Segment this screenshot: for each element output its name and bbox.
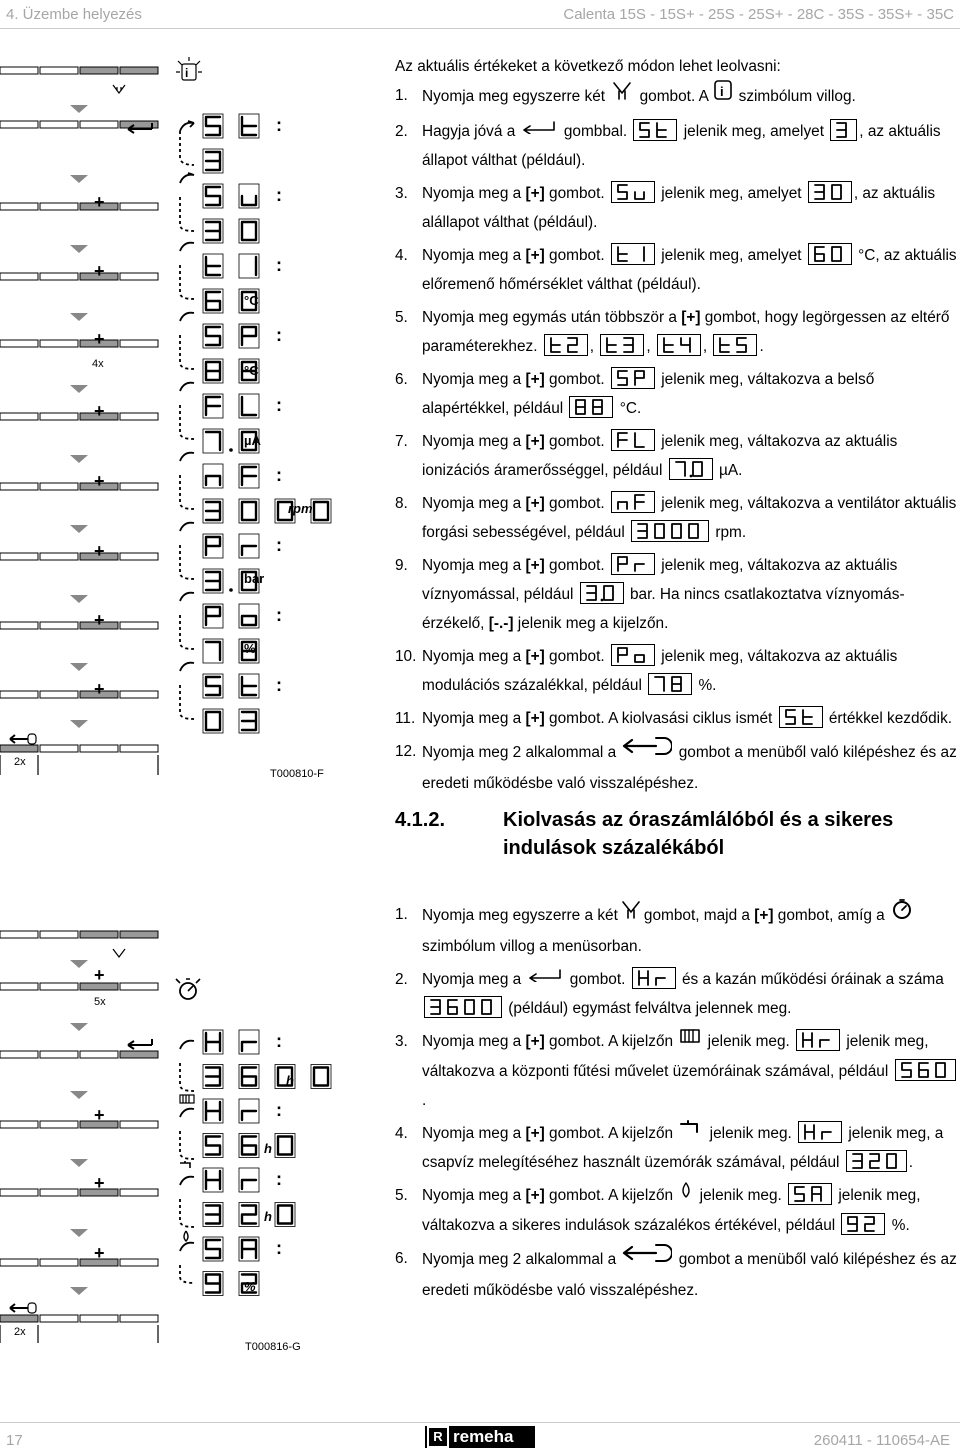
lcd-glyphs [799,1030,837,1050]
lcd-digit [607,338,616,352]
lcd-digit [206,327,220,345]
flame-icon [679,1180,693,1209]
lcd-digit [672,524,681,538]
list-item: 3. Nyomja meg a [+] gombot. A kijelzőn jelenik meg. jelenik meg, váltakozva a központi fűtési művelet üzemóráinak számával, például . [395,1027,960,1114]
lcd-digit [656,978,665,985]
lcd-digit [618,502,627,509]
lcd-digit [576,400,585,414]
lcd-digit [242,1240,256,1258]
lcd-digit [815,247,824,261]
back-icon [10,1303,36,1313]
lcd-digit [618,247,627,261]
lcd-glyphs [672,459,710,479]
lcd-colon: : [276,675,282,695]
procedure-diagram-2-svg [0,925,380,1355]
list-item: 1. Nyomja meg egyszerre a két gombot, majd a [+] gombot, amíg a szimbólum villog a menüsorban. [395,900,960,961]
unit-bar: bar [244,571,265,586]
lcd-inline [631,520,709,542]
lcd-digit [206,117,220,135]
lcd-digit [242,677,256,695]
lcd-digit [242,1111,256,1120]
lcd-inline [632,967,676,989]
button-bars-2 [0,931,158,1322]
lcd-digit [206,712,220,730]
lcd-inline [779,706,823,728]
unit-microampere: µA [244,433,261,448]
lcd-digit [206,1171,220,1189]
lcd-digit [206,397,220,415]
page-number: 17 [6,1432,23,1449]
lcd-glyphs [833,120,854,140]
lcd-digit [635,192,644,199]
lcd-digit [593,400,602,414]
brand-logo: R remeha [425,1426,535,1448]
svg-text:+: + [94,1243,105,1263]
lcd-colon: : [276,255,282,275]
svg-text:+: + [94,679,105,699]
svg-text:i: i [185,66,189,80]
procedure-diagram-2 [0,925,380,1355]
lcd-colon: : [276,325,282,345]
lcd-colon: : [276,1100,282,1120]
figure-code-1: T000810-F [270,768,324,780]
lcd-digit [587,586,596,600]
lcd-digit [655,524,664,538]
lcd-inline [611,243,655,265]
lcd-colon: : [276,465,282,485]
lcd-digit [448,1000,457,1014]
back-icon [10,734,36,744]
lcd-digit [887,1154,896,1168]
svg-text:+: + [94,1173,105,1193]
unit-hours: h [286,1073,294,1088]
plus-labels-1 [94,192,105,699]
lcd-digit [618,371,627,385]
chapter-header: 4. Üzembe helyezés [6,6,142,23]
procedure-diagram-1-svg [0,55,380,785]
svg-text:i: i [720,84,724,99]
lcd-digit [853,1154,862,1168]
multiplier-5x: 5x [94,996,106,1008]
lcd-digit [815,185,824,199]
lcd-digit [837,123,846,137]
lcd-colon: : [276,185,282,205]
lcd-glyphs [811,182,849,202]
lcd-glyphs [844,1214,882,1234]
clock-icon [176,979,200,999]
lcd-digit [206,362,220,380]
lcd-digit [870,1154,879,1168]
svg-text:+: + [94,471,105,491]
procedure-diagram-1 [0,55,380,785]
lcd-digit [206,1068,220,1086]
lcd-digit [206,292,220,310]
list-item: 7. Nyomja meg a [+] gombot. jelenik meg, váltakozva az aktuális ionizációs áramerősséggel, például µA. [395,427,960,485]
document-code: 260411 - 110654-AE [813,1432,950,1449]
lcd-digit [640,123,649,137]
lcd-inline [600,334,644,356]
lcd-digit [431,1000,440,1014]
lcd-digit [803,710,812,724]
lcd-digit [624,338,633,352]
lcd-digit [635,433,644,447]
svg-text:+: + [94,192,105,212]
lcd-digit [676,462,685,476]
lcd-glyphs [801,1122,839,1142]
figure-code-2: T000816-G [245,1341,301,1353]
lcd-digit [865,1217,874,1231]
multiplier-2x: 2x [14,756,26,768]
lcd-dot [600,599,603,602]
lcd-digit [206,537,220,555]
lcd-colon: : [276,1169,282,1189]
lcd-glyphs [635,968,673,988]
lcd-glyphs [811,244,849,264]
lcd-glyphs [614,430,652,450]
lcd-colon: : [276,115,282,135]
lcd-digit [655,677,664,691]
lcd-colon: : [276,535,282,555]
svg-text:+: + [94,329,105,349]
lcd-digit [812,1187,821,1201]
lcd-digit [206,476,220,485]
list-item: 11. Nyomja meg a [+] gombot. A kiolvasási ciklus ismét értékkel kezdődik. [395,704,960,733]
lcd-glyphs [849,1151,904,1171]
lcd-inline [611,367,655,389]
lcd-glyphs [614,368,652,388]
lcd-digit [822,1132,831,1139]
lcd-inline [788,1183,832,1205]
lcd-digit [795,1187,804,1201]
svg-text:+: + [94,1105,105,1125]
lcd-inline [611,429,655,451]
lcd-digit [568,338,577,352]
lcd-digit [618,648,627,662]
lcd-digit [672,677,681,691]
lcd-digit [551,338,560,352]
lcd-inline [648,673,692,695]
lcd-digit [206,1206,220,1224]
lcd-digit [206,1240,220,1258]
lcd-glyphs [583,583,621,603]
lcd-digit [206,677,220,695]
lcd-colon: : [276,605,282,625]
lcd-digit [805,1125,814,1139]
lcd-digit [242,502,256,520]
radiator-icon [679,1026,701,1055]
lcd-digit [618,557,627,571]
lcd-inline [657,334,701,356]
svg-text:+: + [94,261,105,281]
lcd-inline [424,996,502,1018]
lcd-digit [664,338,673,352]
lcd-colon: : [276,1238,282,1258]
lcd-digit [242,1137,256,1155]
lcd-glyphs [614,244,652,264]
lcd-digit [278,1206,292,1224]
list-item: 1. Nyomja meg egyszerre két gombot. A i szimbólum villog. [395,81,960,113]
lcd-inline [713,334,757,356]
lcd-dot [229,588,233,592]
model-header: Calenta 15S - 15S+ - 25S - 25S+ - 28C - 35S - 35S+ - 35C [563,6,954,23]
lcd-digit [639,971,648,985]
lcd-digit [919,1063,928,1077]
lcd-digit [278,1137,292,1155]
lcd-inline [633,119,677,141]
lcd-digit [737,338,746,352]
lcd-digit [635,371,644,385]
info-icon [714,79,732,111]
lcd-colon: : [276,395,282,415]
lcd-digit [206,222,220,240]
lcd-inline [841,1213,885,1235]
flame-icon [184,1231,188,1241]
lcd-inline [669,458,713,480]
mode-button-icon [113,85,125,93]
multiplier-4x: 4x [92,358,104,370]
lcd-digit [635,495,644,509]
header-rule [0,28,960,29]
lcd-glyphs [634,521,706,541]
lcd-digit [206,572,220,590]
lcd-digit [604,586,613,600]
list-item: 12. Nyomja meg 2 alkalommal a gombot a menüből való kilépéshez és az eredeti működésbe való visszalépéshez. [395,737,960,798]
lcd-digit [720,338,729,352]
lcd-inline [611,553,655,575]
lcd-glyphs [614,554,652,574]
lcd-digit [820,1040,829,1047]
lcd-digit [482,1000,491,1014]
svg-text:+: + [94,610,105,630]
footer-rule [0,1422,960,1423]
info-icon [176,57,202,80]
lcd-sequence-1 [203,114,331,733]
lcd-digit [786,710,795,724]
radiator-icon [180,1095,194,1103]
lcd-inline [611,491,655,513]
lcd-digit [693,462,702,476]
lcd-glyphs [660,335,698,355]
list-item: 4. Nyomja meg a [+] gombot. A kijelzőn jelenik meg. jelenik meg, a csapvíz melegítéséhez használt üzemórák számával, például . [395,1119,960,1177]
svg-text:+: + [94,541,105,561]
lcd-digit [936,1063,945,1077]
lcd-glyphs [614,182,652,202]
lcd-digit [242,712,256,730]
svg-text:+: + [94,965,105,985]
lcd-inline [830,119,857,141]
lcd-digit [242,1180,256,1189]
steps-list-2 [395,900,960,1305]
lcd-digit [803,1033,812,1047]
back-icon [622,735,672,767]
lcd-dot [689,475,692,478]
lcd-inline [798,1121,842,1143]
lcd-glyphs [716,335,754,355]
lcd-digit [206,1102,220,1120]
lcd-glyphs [651,674,689,694]
unit-celsius: °C [244,293,259,308]
lcd-digit [618,185,627,199]
lcd-digit [681,338,690,352]
flow-arrows-1 [180,121,194,719]
unit-celsius: °C [244,363,259,378]
lcd-digit [242,196,256,205]
mode-button-icon [620,898,642,930]
steps-list-1 [395,81,960,798]
lcd-digit [206,257,220,275]
lcd-digit [638,524,647,538]
lcd-digit [832,247,841,261]
lcd-digit [242,1042,256,1051]
lcd-digit [242,327,256,345]
lcd-digit [242,546,256,555]
lcd-digit [314,1068,328,1086]
lcd-digit [689,524,698,538]
lcd-inline [808,181,852,203]
lcd-inline [808,243,852,265]
lcd-digit [242,467,256,485]
clock-icon [891,898,913,930]
lcd-digit [206,502,220,520]
lcd-digit [635,564,644,571]
enter-arrow-icon [528,963,564,992]
lcd-inline [895,1059,956,1081]
unit-percent: % [244,1279,256,1294]
lcd-glyphs [547,335,585,355]
lcd-digit [242,117,256,135]
lcd-digit [206,187,220,205]
list-item: 8. Nyomja meg a [+] gombot. jelenik meg, váltakozva a ventilátor aktuális forgási sebességével, például rpm. [395,489,960,547]
lcd-glyphs [572,397,610,417]
button-bars-1 [0,67,158,752]
lcd-digit [465,1000,474,1014]
lcd-digit [206,642,220,660]
lcd-digit [902,1063,911,1077]
enter-arrow-icon [522,115,558,144]
intro-text: Az aktuális értékeket a következő módon lehet leolvasni: [395,58,781,75]
flow-arrows-2 [180,1041,194,1283]
lcd-glyphs [636,120,674,140]
lcd-glyphs [614,645,652,665]
list-item: 6. Nyomja meg 2 alkalommal a gombot a menüből való kilépéshez és az eredeti működésbe való visszalépéshez. [395,1244,960,1305]
tap-icon [180,1161,190,1168]
lcd-digit [657,123,666,137]
list-item: 2. Hagyja jóvá a gombbal. jelenik meg, amelyet , az aktuális állapot válthat (például). [395,117,960,175]
lcd-dot [229,448,233,452]
lcd-inline [846,1150,907,1172]
lcd-inline [611,644,655,666]
lcd-inline [611,181,655,203]
lcd-digit [206,152,220,170]
lcd-digit [206,1137,220,1155]
lcd-digit [242,397,256,415]
lcd-digit [618,433,627,447]
lcd-digit [206,1275,220,1293]
lcd-colon: : [276,1031,282,1051]
section-title: Kiolvasás az óraszámlálóból és a sikeres indulások százalékából [503,809,894,859]
lcd-inline [569,396,613,418]
instructions-1 [395,52,960,802]
lcd-sequence-2 [203,1030,331,1296]
lcd-digit [206,607,220,625]
lcd-digit [242,1206,256,1224]
list-item: 3. Nyomja meg a [+] gombot. jelenik meg, amelyet , az aktuális alállapot válthat (például). [395,179,960,237]
lcd-glyphs [791,1184,829,1204]
list-item: 6. Nyomja meg a [+] gombot. jelenik meg, váltakozva a belső alapértékkel, például °C. [395,365,960,423]
list-item: 9. Nyomja meg a [+] gombot. jelenik meg, váltakozva az aktuális víznyomással, például bar. Ha nincs csatlakoztatva víznyomás-érzékelő, [-.-] jelenik meg a kijelzőn. [395,551,960,638]
lcd-digit [314,502,328,520]
lcd-digit [206,1033,220,1051]
unit-hours: h [264,1141,272,1156]
lcd-glyphs [603,335,641,355]
lcd-digit [832,185,841,199]
enter-arrow-icon [128,1039,152,1049]
instructions-2 [395,900,960,1309]
lcd-digit [242,616,256,625]
lcd-inline [544,334,588,356]
lcd-glyphs [427,997,499,1017]
lcd-inline [580,582,624,604]
list-item: 5. Nyomja meg a [+] gombot. A kijelzőn jelenik meg. jelenik meg, váltakozva a sikeres indulások százalékos értékével, például %. [395,1181,960,1239]
lcd-digit [848,1217,857,1231]
lcd-digit [206,432,220,450]
multiplier-2x: 2x [14,1326,26,1338]
section-number: 4.1.2. [395,809,446,831]
lcd-glyphs [898,1060,953,1080]
list-item: 5. Nyomja meg egymás után többször a [+] gombot, hogy legörgessen az eltérő paraméterekhez. , , , . [395,309,950,356]
lcd-glyphs [782,707,820,727]
plus-labels-2 [94,965,105,1263]
svg-text:+: + [94,401,105,421]
tap-icon [679,1117,703,1146]
mode-button-icon [113,949,125,957]
lcd-digit [242,1068,256,1086]
lcd-digit [242,222,256,240]
list-item: 10. Nyomja meg a [+] gombot. jelenik meg, váltakozva az aktuális modulációs százalékkal, például %. [395,642,960,700]
lcd-glyphs [614,492,652,512]
back-icon [622,1242,672,1274]
unit-rpm: rpm [288,501,313,516]
unit-hours: h [264,1209,272,1224]
list-item: 4. Nyomja meg a [+] gombot. jelenik meg, amelyet °C, az aktuális előremenő hőmérséklet válthat (például). [395,241,960,299]
lcd-digit [635,655,644,662]
lcd-inline [796,1029,840,1051]
unit-percent: % [244,641,256,656]
list-item: 2. Nyomja meg a gombot. és a kazán működési óráinak a száma (például) egymást felváltva jelennek meg. [395,965,960,1023]
mode-button-icon [611,79,633,111]
